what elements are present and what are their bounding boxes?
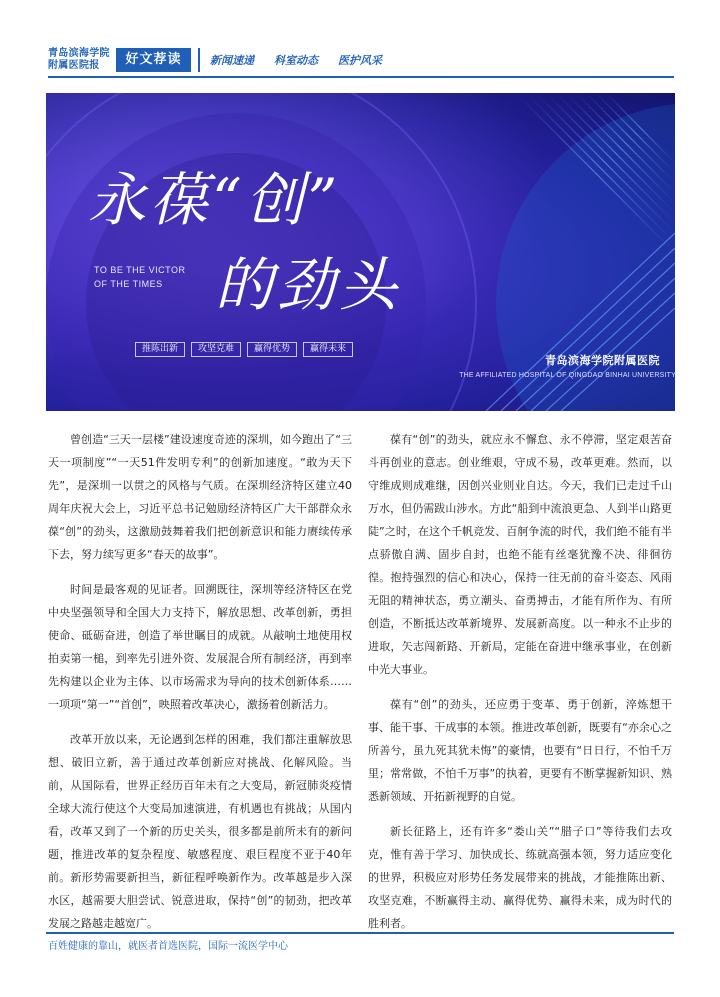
article-paragraph: 新长征路上，还有许多“娄山关”“腊子口”等待我们去攻克，惟有善于学习、加快成长、练就高强本领，努力适应变化的世界，积极应对形势任务发展带来的挑战，才能推陈出新、攻坚克难，不断赢得主动、赢得优势、赢得未来，成为时代的胜利者。 <box>368 825 672 930</box>
banner-title-line2: 的劲头 <box>215 251 402 319</box>
banner-tag: 攻坚克难 <box>191 342 241 357</box>
banner-tags <box>135 342 353 357</box>
banner-subtitle-en-line1: TO BE THE VICTOR <box>94 265 186 275</box>
article-paragraph: 改革开放以来，无论遇到怎样的困难，我们都注重解放思想、破旧立新，善于通过改革创新应对挑战、化解风险。当前，从国际看，世界正经历百年未有之大变局，新冠肺炎疫情全球大流行使这个大变局加速演进，有机遇也有挑战；从国内看，改革又到了一个新的历史关头，很多都是前所未有的新问题，推进改革的复杂程度、敏感程度、艰巨程度不亚于40年前。新形势需要新担当，新征程呼唤新作为。改革越是步入深水区，越需要大胆尝试、锐意进取，保持“创”的韧劲，把改革发展之路越走越宽广。 <box>48 733 352 930</box>
masthead-line1: 青岛滨海学院 <box>48 48 110 59</box>
article-paragraph: 葆有“创”的劲头，就应永不懈怠、永不停滞，坚定艰苦奋斗再创业的意志。创业维艰，守成不易，改革更难。然而，以守维成则成难继，因创兴业则业自达。今天，我们已走过千山万水，但仍需跋山涉水。方此“船到中流浪更急、人到半山路更陡”之时，在这个千帆竞发、百舸争流的时代，我们绝不能有半点骄傲自满、固步自封，也绝不能有丝毫犹豫不决、徘徊彷徨。抱持强烈的信心和决心，保持一往无前的奋斗姿态、风雨无阻的精神状态，勇立潮头、奋勇搏击，才能有所作为、有所创造，不断抵达改革新境界、发展新高度。以一种永不止步的进取，矢志闯新路、开新局，定能在奋进中继承事业，在创新中光大事业。 <box>368 433 672 676</box>
banner-subtitle-en-line2: OF THE TIMES <box>94 279 163 289</box>
banner-tag: 赢得未来 <box>303 342 353 357</box>
banner-title-line1: 永葆“创” <box>88 166 342 234</box>
nav-item-news[interactable]: 新闻速递 <box>210 54 254 67</box>
section-tag: 好文荐读 <box>116 48 191 72</box>
article-paragraph: 曾创造“三天一层楼”建设速度奇迹的深圳，如今跑出了“三天一项制度”“一天51件发明专利”的创新加速度。“敢为天下先”，是深圳一以贯之的风格与气质。在深圳经济特区建立40周年庆祝大会上，习近平总书记勉励经济特区广大干部群众永葆“创”的劲头，这激励鼓舞着我们把创新意识和能力赓续传承下去，努力续写更多“春天的故事”。 <box>48 433 352 561</box>
banner-hospital-name-en: THE AFFILIATED HOSPITAL OF QINGDAO BINHAI UNIVERSITY <box>459 372 676 379</box>
header-rule <box>48 76 674 78</box>
masthead-line2: 附属医院报 <box>48 60 100 71</box>
article-paragraph: 时间是最客观的见证者。回溯既往，深圳等经济特区在党中央坚强领导和全国大力支持下，解放思想、改革创新，勇担使命、砥砺奋进，创造了举世瞩目的成就。从敲响土地使用权拍卖第一槌，到率先引进外资、发展混合所有制经济，再到率先构建以企业为主体、以市场需求为导向的技术创新体系……一项项“第一”“首创”，映照着改革决心，激扬着创新活力。 <box>48 583 352 711</box>
page-header <box>0 0 720 80</box>
article-column-right <box>368 428 672 947</box>
footer-rule <box>46 932 674 934</box>
header-nav <box>210 52 382 68</box>
article-column-left <box>48 428 352 947</box>
banner-hospital-name: 青岛滨海学院附属医院 <box>545 354 660 367</box>
nav-item-departments[interactable]: 科室动态 <box>274 54 318 67</box>
banner-subtitle-en <box>94 263 186 291</box>
article-paragraph: 葆有“创”的劲头，还应勇于变革、勇于创新，淬炼想干事、能干事、干成事的本领。推进改革创新，既要有“亦余心之所善兮，虽九死其犹未悔”的豪情，也要有“日日行，不怕千万里；常常做，不怕千万事”的执着，更要有不断掌握新知识、熟悉新领域、开拓新视野的自觉。 <box>368 698 672 803</box>
nav-item-staff[interactable]: 医护风采 <box>338 54 382 67</box>
header-divider <box>198 48 200 72</box>
banner-tag: 赢得优势 <box>247 342 297 357</box>
banner-tag: 推陈出新 <box>135 342 185 357</box>
footer-slogan: 百姓健康的靠山，就医者首选医院，国际一流医学中心 <box>48 941 288 952</box>
masthead <box>48 48 110 72</box>
